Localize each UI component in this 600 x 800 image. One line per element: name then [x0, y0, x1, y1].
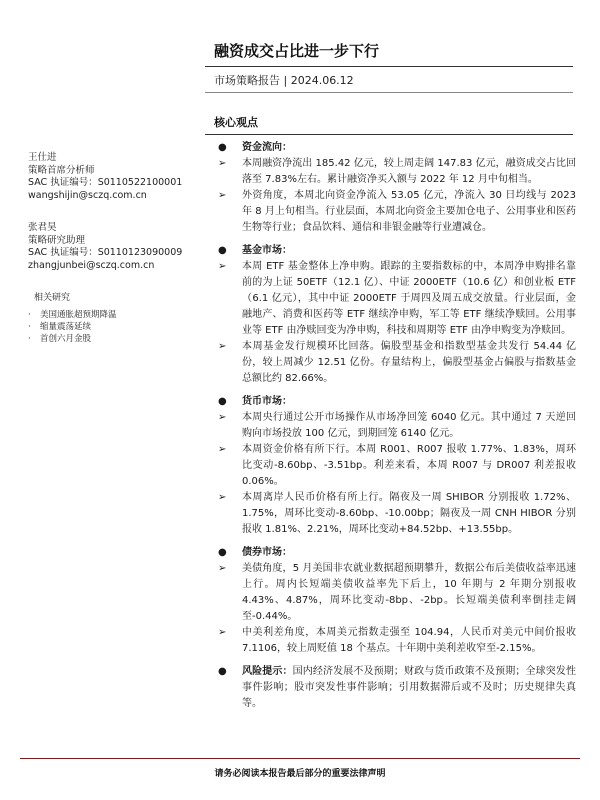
list-item-text: 美债角度，5 月美国非农就业数据超预期攀升，数据公布后美债收益率迅速上行。周内长短端美债收益率先下后上，10 年期与 2 年期分别报收 4.43%、4.87%，周环比变动-8bp、-2bp。长短端美债利率倒挂走阔至-0.44%。 [242, 563, 576, 622]
footer-divider [20, 758, 580, 759]
section-heading [214, 243, 576, 259]
arrow-bullet-icon: ➢ [218, 341, 227, 352]
list-item [214, 625, 576, 657]
section-heading-text: 债券市场： [242, 547, 292, 558]
analyst-role: 策略研究助理 [28, 234, 86, 246]
risk-text: 国内经济发展不及预期；财政与货币政策不及预期；全球突发性事件影响；股市突发性事件影响；引用数据滞后或不及时；历史规律失真等。 [242, 666, 576, 709]
section-heading-text: 基金市场： [242, 245, 292, 256]
list-item-text: 本周融资净流出 185.42 亿元，较上周走阔 147.83 亿元，融资成交占比回落至 7.83%左右。累计融资净买入额与 2022 年 12 月中旬相当。 [242, 158, 576, 185]
analyst-email[interactable]: zhangjunbei@sczq.com.cn [28, 259, 155, 271]
list-item [214, 490, 576, 538]
list-item-text: 本周离岸人民币价格有所上行。隔夜及一周 SHIBOR 分别报收 1.72%、1.75%，周环比变动-8.60bp、-10.00bp；隔夜及一周 CNH HIBOR 分别报收 1.81%、2.21%，周环比变动+84.52bp、+13.55bp。 [242, 492, 576, 535]
arrow-bullet-icon: ➢ [218, 261, 227, 272]
core-views-heading: 核心观点 [214, 116, 258, 129]
analyst-email[interactable]: wangshijin@sczq.com.cn [28, 189, 147, 201]
section-heading [214, 545, 576, 561]
related-research-item[interactable]: · 首创六月金股 [28, 333, 200, 345]
list-item-text: 本周资金价格有所下行。本周 R001、R007 报收 1.77%、1.83%，周环比变动-8.60bp、-3.51bp。利差来看，本周 R007 与 DR007 利差报收 0.06%。 [242, 444, 576, 487]
list-item [214, 339, 576, 387]
arrow-bullet-icon: ➢ [218, 190, 227, 201]
arrow-bullet-icon: ➢ [218, 492, 227, 503]
analyst-sac: SAC 执证编号：S0110123090009 [28, 247, 183, 258]
arrow-bullet-icon: ➢ [218, 412, 227, 423]
related-research-item[interactable]: · 美国通胀超预期降温 [28, 309, 200, 321]
arrow-bullet-icon: ➢ [218, 444, 227, 455]
arrow-bullet-icon: ➢ [218, 158, 227, 169]
subtitle-divider [205, 92, 573, 93]
section-bond-market [214, 545, 576, 657]
list-item-text: 外资角度，本周北向资金净流入 53.05 亿元，净流入 30 日均线与 2023 年 8 月上旬相当。行业层面，本周北向资金主要加仓电子、公用事业和医药生物等行业；食品饮料、通信和非银金融等行业遭减仓。 [242, 190, 576, 233]
arrow-bullet-icon: ➢ [218, 627, 227, 638]
bullet-icon: ● [218, 547, 227, 558]
section-fund-market [214, 243, 576, 387]
analyst-name: 张君昊 [28, 222, 57, 233]
core-views-body [214, 140, 576, 712]
list-item-text: 中美利差角度，本周美元指数走强至 104.94，人民币对美元中间价报收 7.1106，较上周贬值 18 个基点。十年期中美利差收窄至-2.15%。 [242, 627, 576, 654]
title-divider [205, 66, 573, 67]
related-research-list [28, 309, 200, 345]
section-heading [214, 394, 576, 410]
related-research-item[interactable]: · 缩量震荡延续 [28, 321, 200, 333]
analyst-role: 策略首席分析师 [28, 164, 95, 176]
list-item [214, 442, 576, 490]
analyst-card [28, 152, 200, 202]
report-subtitle: 市场策略报告 | 2024.06.12 [214, 74, 354, 87]
related-research-title: 相关研究 [34, 293, 71, 303]
list-item [214, 259, 576, 339]
footer-disclaimer: 请务必阅读本报告最后部分的重要法律声明 [214, 769, 386, 779]
analyst-name: 王仕进 [28, 152, 57, 163]
bullet-icon: ● [218, 142, 227, 153]
list-item [214, 188, 576, 236]
section-money-market [214, 394, 576, 538]
related-research [28, 292, 200, 345]
list-item-text: 本周 ETF 基金整体上净申购。跟踪的主要指数标的中，本周净申购排名靠前的为上证 50ETF（12.1 亿）、中证 2000ETF（10.6 亿）和创业板 ETF（6.1 亿元），其中中证 2000ETF 于周四及周五成交放量。行业层面，金融地产、消费和医药等 ETF 继续净申购，军工等 ETF 继续净赎回。公用事业等 ETF 由净赎回变为净申购，科技和周期等 ETF 由净申购变为净赎回。 [242, 261, 576, 336]
core-views-divider [205, 134, 573, 135]
list-item [214, 410, 576, 442]
risk-warning [214, 664, 576, 712]
analyst-sidebar [28, 152, 200, 345]
section-heading-text: 货币市场： [242, 396, 292, 407]
list-item [214, 561, 576, 625]
analyst-sac: SAC 执证编号：S0110522100001 [28, 177, 183, 188]
report-title: 融资成交占比进一步下行 [214, 42, 380, 60]
risk-label: 风险提示： [242, 666, 293, 677]
list-item-text: 本周基金发行规模环比回落。偏股型基金和指数型基金共发行 54.44 亿份，较上周减少 12.51 亿份。存量结构上，偏股型基金占偏股与指数基金总额比约 82.66%。 [242, 341, 576, 384]
analyst-card [28, 222, 200, 272]
arrow-bullet-icon: ➢ [218, 563, 227, 574]
risk-text-block [242, 664, 576, 712]
bullet-icon: ● [218, 666, 227, 677]
section-heading [214, 140, 576, 156]
section-fund-flow [214, 140, 576, 236]
section-heading-text: 资金流向： [242, 142, 292, 153]
list-item-text: 本周央行通过公开市场操作从市场净回笼 6040 亿元。其中通过 7 天逆回购向市场投放 100 亿元，到期回笼 6140 亿元。 [242, 412, 576, 439]
bullet-icon: ● [218, 396, 227, 407]
bullet-icon: ● [218, 245, 227, 256]
list-item [214, 156, 576, 188]
